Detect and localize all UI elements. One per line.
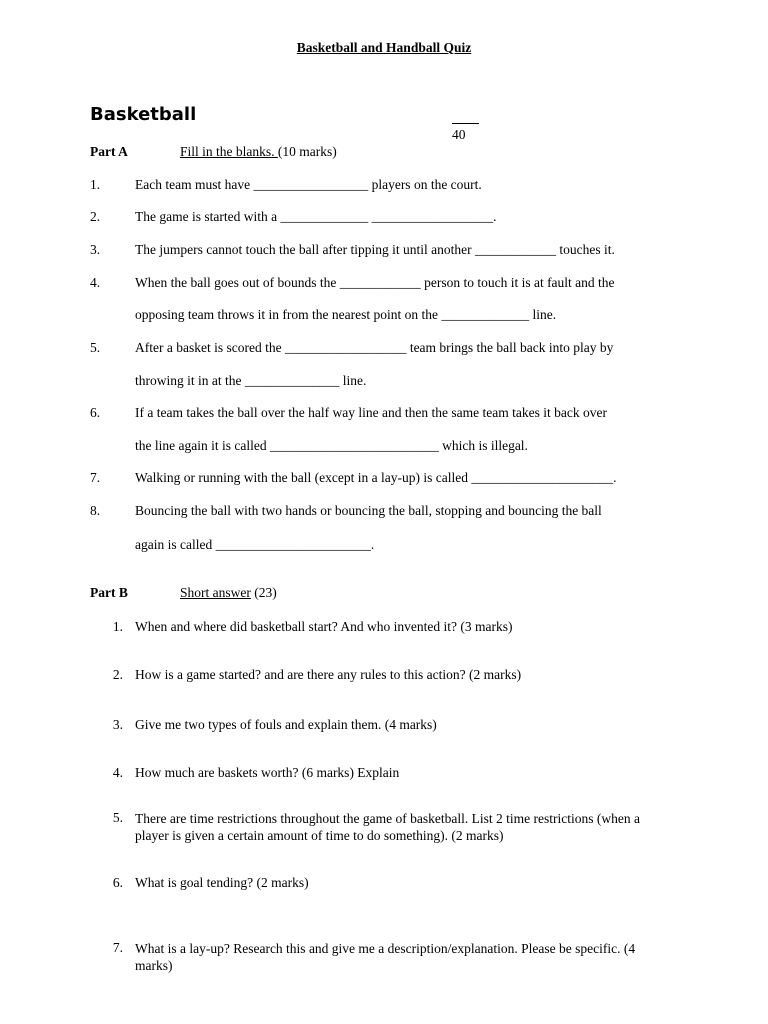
- part-b-item-text: What is a lay-up? Research this and give me a description/explanation. Please be specific. (4 marks): [135, 941, 636, 973]
- part-a-marks: (10 marks): [277, 144, 337, 159]
- part-b-item-text: How is a game started? and are there any rules to this action? (2 marks): [135, 667, 522, 682]
- part-a-item-number: 3.: [90, 242, 101, 257]
- part-a-item-text: The game is started with a _____________ __________________.: [135, 209, 497, 224]
- part-b-item-text: Give me two types of fouls and explain them. (4 marks): [135, 717, 437, 732]
- part-a-heading: [180, 144, 337, 160]
- part-a-item-text-continued: the line again it is called _________________________ which is illegal.: [135, 438, 528, 453]
- part-a-item-text: Each team must have _________________ players on the court.: [135, 177, 482, 192]
- part-b-label: Part B: [90, 585, 128, 600]
- part-a-item-text: After a basket is scored the __________________ team brings the ball back into play by: [135, 340, 614, 355]
- part-a-item-number: 4.: [90, 275, 101, 290]
- part-a-item-number: 2.: [90, 209, 101, 224]
- part-b-title: Short answer: [180, 585, 251, 600]
- part-b-marks: (23): [254, 585, 277, 600]
- part-a-item-text: Bouncing the ball with two hands or bouncing the ball, stopping and bouncing the ball: [135, 503, 602, 518]
- part-a-item-text: The jumpers cannot touch the ball after tipping it until another ____________ touches it.: [135, 242, 615, 257]
- part-b-item-text: When and where did basketball start? And who invented it? (3 marks): [135, 619, 513, 634]
- part-b-item-number: 2.: [112, 667, 123, 682]
- part-a-item-text: Walking or running with the ball (except in a lay-up) is called _____________________.: [135, 470, 617, 485]
- part-b-item-number: 3.: [112, 717, 123, 732]
- part-b-heading: [180, 585, 277, 601]
- part-a-item-text: When the ball goes out of bounds the ____________ person to touch it is at fault and the: [135, 275, 615, 290]
- part-b-item-number: 7.: [112, 940, 123, 955]
- part-b-item-text: How much are baskets worth? (6 marks) Explain: [135, 765, 400, 780]
- part-a-item-number: 8.: [90, 503, 101, 518]
- part-a-label: Part A: [90, 144, 128, 159]
- part-a-item-text-continued: again is called _______________________.: [135, 537, 375, 552]
- part-a-item-number: 1.: [90, 177, 101, 192]
- quiz-title: Basketball and Handball Quiz: [296, 40, 472, 55]
- part-b-item-number: 5.: [112, 810, 123, 825]
- section-heading: Basketball: [90, 104, 197, 125]
- part-b-item-number: 1.: [112, 619, 123, 634]
- part-a-item-number: 6.: [90, 405, 101, 420]
- part-a-item-number: 5.: [90, 340, 101, 355]
- score-total: 40: [452, 127, 466, 142]
- part-a-item-text-continued: opposing team throws it in from the nearest point on the _____________ line.: [135, 307, 557, 322]
- part-b-item-text: There are time restrictions throughout the game of basketball. List 2 time restrictions (when a player is given a certain amount of time to do something). (2 marks): [135, 811, 640, 843]
- part-b-item-number: 6.: [112, 875, 123, 890]
- part-a-item-text: If a team takes the ball over the half way line and then the same team takes it back over: [135, 405, 607, 420]
- part-b-item-number: 4.: [112, 765, 123, 780]
- score-blank-line: [452, 123, 479, 124]
- part-b-item-text: What is goal tending? (2 marks): [135, 875, 309, 890]
- part-a-title: Fill in the blanks.: [180, 144, 278, 159]
- part-a-item-number: 7.: [90, 470, 101, 485]
- part-a-item-text-continued: throwing it in at the ______________ line.: [135, 373, 367, 388]
